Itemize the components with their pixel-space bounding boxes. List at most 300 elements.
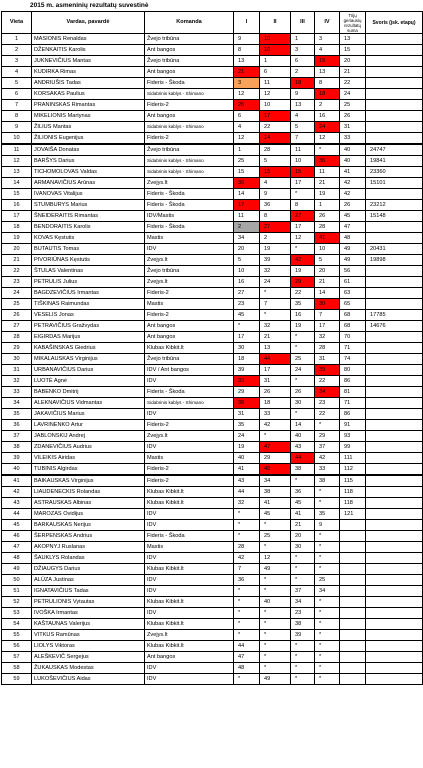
cell-stage-1: 1	[234, 144, 260, 156]
table-row	[2, 553, 423, 564]
cell-stage-4: 17	[315, 321, 340, 332]
cell-weight	[366, 652, 423, 663]
cell-team: IDV	[145, 674, 234, 685]
cell-name: PETRAVIČIUS Gražvydas	[32, 321, 145, 332]
cell-stage-2: 47	[260, 442, 291, 453]
cell-place: 46	[2, 531, 32, 542]
cell-weight	[366, 45, 423, 56]
cell-team: Fideris - Škoda	[145, 531, 234, 542]
cell-stage-1: 45	[234, 310, 260, 321]
cell-stage-3: 45	[291, 498, 315, 509]
cell-stage-4: 26	[315, 211, 340, 222]
cell-team: Sidabrinis kablys - Shimano	[145, 167, 234, 178]
cell-name: URBANAVIČIUS Darius	[32, 365, 145, 376]
table-row	[2, 100, 423, 111]
cell-team: IDV	[145, 376, 234, 387]
table-row	[2, 189, 423, 200]
cell-stage-4: *	[315, 144, 340, 156]
cell-stage-4: 37	[315, 442, 340, 453]
cell-place: 29	[2, 343, 32, 354]
table-row	[2, 244, 423, 255]
table-row	[2, 34, 423, 45]
cell-name: PETRULIS Julius	[32, 277, 145, 288]
cell-name: ASTRAUSKAS Albinas	[32, 498, 145, 509]
cell-name: LUOTĖ Agnė	[32, 376, 145, 387]
cell-place: 54	[2, 619, 32, 630]
cell-place: 23	[2, 277, 32, 288]
cell-stage-4: 20	[315, 266, 340, 277]
cell-best-three-sum: 70	[340, 332, 366, 343]
cell-stage-4: 15	[315, 56, 340, 67]
cell-place: 47	[2, 542, 32, 553]
cell-stage-1: 33	[234, 376, 260, 387]
cell-stage-1: 8	[234, 45, 260, 56]
cell-place: 16	[2, 200, 32, 211]
cell-weight	[366, 277, 423, 288]
cell-place: 10	[2, 133, 32, 145]
table-row	[2, 45, 423, 56]
cell-place: 19	[2, 233, 32, 244]
cell-name: ARMANAVIČIUS Arūnas	[32, 178, 145, 189]
cell-stage-2: 24	[260, 277, 291, 288]
cell-place: 44	[2, 509, 32, 520]
cell-best-three-sum: 63	[340, 288, 366, 299]
header-stage-2: II	[260, 12, 291, 34]
cell-weight: 15148	[366, 211, 423, 222]
cell-stage-2: 41	[260, 498, 291, 509]
cell-stage-3: *	[291, 553, 315, 564]
cell-stage-3: 7	[291, 133, 315, 145]
table-row	[2, 332, 423, 343]
cell-stage-3: 23	[291, 608, 315, 619]
cell-team: Fideris-2	[145, 100, 234, 111]
cell-stage-2: 8	[260, 211, 291, 222]
cell-weight	[366, 597, 423, 608]
cell-stage-1: 12	[234, 89, 260, 100]
cell-best-three-sum: 91	[340, 420, 366, 431]
cell-weight	[366, 376, 423, 387]
cell-team: IDV	[145, 442, 234, 453]
cell-stage-2: 22	[260, 122, 291, 133]
cell-stage-3: 2	[291, 67, 315, 78]
cell-team: Sidabrinis kablys - Shimano	[145, 398, 234, 409]
cell-stage-1: 41	[234, 464, 260, 476]
cell-stage-2: 11	[260, 78, 291, 89]
cell-stage-2: 19	[260, 244, 291, 255]
cell-weight: 24747	[366, 144, 423, 156]
cell-stage-4: 12	[315, 133, 340, 145]
cell-stage-2: 27	[260, 222, 291, 233]
cell-best-three-sum: 68	[340, 321, 366, 332]
cell-stage-3: 35	[291, 299, 315, 310]
cell-team: IDV	[145, 663, 234, 674]
cell-stage-3: 6	[291, 56, 315, 67]
cell-team: IDV	[145, 509, 234, 520]
cell-stage-3: 9	[291, 89, 315, 100]
table-row	[2, 299, 423, 310]
cell-stage-1: 31	[234, 409, 260, 420]
cell-stage-1: *	[234, 619, 260, 630]
cell-team: Fideris-2	[145, 420, 234, 431]
cell-best-three-sum: 45	[340, 211, 366, 222]
cell-stage-4: *	[315, 674, 340, 685]
cell-best-three-sum	[340, 520, 366, 531]
cell-weight	[366, 641, 423, 652]
cell-stage-2: 32	[260, 321, 291, 332]
cell-stage-1: *	[234, 509, 260, 520]
cell-weight	[366, 542, 423, 553]
cell-stage-2: 36	[260, 200, 291, 211]
cell-stage-4: 22	[315, 376, 340, 387]
cell-stage-3: 34	[291, 597, 315, 608]
cell-place: 52	[2, 597, 32, 608]
cell-stage-4: 19	[315, 189, 340, 200]
cell-name: MAROZAS Ovidijus	[32, 509, 145, 520]
cell-best-three-sum: 42	[340, 189, 366, 200]
cell-best-three-sum: 22	[340, 78, 366, 89]
cell-stage-3: 15	[291, 167, 315, 178]
cell-stage-4: 33	[315, 464, 340, 476]
cell-stage-1: 5	[234, 255, 260, 266]
cell-weight	[366, 531, 423, 542]
cell-stage-2: *	[260, 586, 291, 597]
table-row	[2, 531, 423, 542]
cell-stage-2: *	[260, 542, 291, 553]
cell-stage-4: 31	[315, 354, 340, 365]
cell-weight	[366, 387, 423, 398]
cell-weight	[366, 674, 423, 685]
cell-stage-4: 18	[315, 89, 340, 100]
cell-stage-1: 44	[234, 641, 260, 652]
cell-name: IVANOVAS Vitalijus	[32, 189, 145, 200]
cell-team: Žvejo tribūna	[145, 144, 234, 156]
cell-stage-4: *	[315, 597, 340, 608]
cell-stage-2: 28	[260, 144, 291, 156]
table-row	[2, 387, 423, 398]
cell-stage-2: 10	[260, 34, 291, 45]
cell-name: TIŠKINAS Raimundas	[32, 299, 145, 310]
cell-place: 41	[2, 475, 32, 487]
table-row	[2, 498, 423, 509]
cell-name: KUDIRKA Rimas	[32, 67, 145, 78]
cell-best-three-sum: 13	[340, 34, 366, 45]
cell-stage-1: 36	[234, 575, 260, 586]
cell-name: ALEKNAVIČIUS Vidmantas	[32, 398, 145, 409]
cell-weight	[366, 498, 423, 509]
cell-weight	[366, 431, 423, 442]
cell-best-three-sum	[340, 641, 366, 652]
cell-stage-4: 4	[315, 45, 340, 56]
cell-place: 43	[2, 498, 32, 509]
cell-stage-3: 27	[291, 211, 315, 222]
cell-stage-4: *	[315, 608, 340, 619]
cell-stage-2: 18	[260, 398, 291, 409]
cell-name: LIOLYS Viktoras	[32, 641, 145, 652]
cell-place: 5	[2, 78, 32, 89]
cell-stage-2: 44	[260, 354, 291, 365]
cell-weight	[366, 343, 423, 354]
cell-stage-4: *	[315, 531, 340, 542]
cell-name: DŽIAUGYS Darius	[32, 564, 145, 575]
cell-team: Klubas Kibkit.lt	[145, 343, 234, 354]
cell-stage-1: 7	[234, 564, 260, 575]
table-row	[2, 200, 423, 211]
cell-stage-4: 29	[315, 431, 340, 442]
cell-stage-4: *	[315, 498, 340, 509]
cell-weight	[366, 586, 423, 597]
cell-team: Klubas Kibkit.lt	[145, 498, 234, 509]
cell-stage-3: 25	[291, 354, 315, 365]
table-row	[2, 509, 423, 520]
cell-team: IDV	[145, 520, 234, 531]
header-stage-1: I	[234, 12, 260, 34]
cell-best-three-sum: 15	[340, 45, 366, 56]
table-row	[2, 288, 423, 299]
cell-place: 20	[2, 244, 32, 255]
table-row	[2, 487, 423, 498]
cell-name: VITKUS Ramūnas	[32, 630, 145, 641]
cell-stage-1: 4	[234, 122, 260, 133]
cell-stage-4: 14	[315, 288, 340, 299]
cell-place: 9	[2, 122, 32, 133]
cell-weight	[366, 575, 423, 586]
cell-stage-1: 3	[234, 78, 260, 89]
cell-weight: 20431	[366, 244, 423, 255]
cell-stage-3: 38	[291, 619, 315, 630]
cell-best-three-sum	[340, 608, 366, 619]
cell-stage-1: 11	[234, 211, 260, 222]
cell-best-three-sum: 74	[340, 354, 366, 365]
cell-team: Žvejo tribūna	[145, 266, 234, 277]
cell-best-three-sum	[340, 619, 366, 630]
cell-place: 48	[2, 553, 32, 564]
cell-place: 6	[2, 89, 32, 100]
cell-stage-1: *	[234, 321, 260, 332]
cell-weight: 23360	[366, 167, 423, 178]
cell-stage-1: *	[234, 674, 260, 685]
cell-best-three-sum	[340, 652, 366, 663]
cell-name: ANDRIUŠIS Tadas	[32, 78, 145, 89]
cell-stage-2: 7	[260, 299, 291, 310]
cell-best-three-sum: 31	[340, 122, 366, 133]
cell-weight	[366, 266, 423, 277]
cell-stage-3: *	[291, 244, 315, 255]
cell-stage-3: 12	[291, 233, 315, 244]
cell-place: 45	[2, 520, 32, 531]
cell-stage-2: 31	[260, 376, 291, 387]
cell-name: TUBINIS Algirdas	[32, 464, 145, 476]
cell-weight	[366, 409, 423, 420]
cell-best-three-sum: 111	[340, 453, 366, 464]
cell-stage-3: 41	[291, 509, 315, 520]
cell-stage-4: 32	[315, 332, 340, 343]
cell-best-three-sum: 47	[340, 222, 366, 233]
header-row	[2, 12, 423, 34]
cell-best-three-sum: 26	[340, 200, 366, 211]
table-row	[2, 453, 423, 464]
cell-team: Ant bangos	[145, 652, 234, 663]
cell-name: ŽILIONIS Eugenijus	[32, 133, 145, 145]
cell-best-three-sum	[340, 630, 366, 641]
cell-place: 14	[2, 178, 32, 189]
cell-place: 39	[2, 453, 32, 464]
cell-name: LIAUDENECKIS Rolandas	[32, 487, 145, 498]
cell-stage-2: *	[260, 663, 291, 674]
table-row	[2, 343, 423, 354]
cell-stage-4: 34	[315, 586, 340, 597]
cell-stage-2: *	[260, 310, 291, 321]
cell-stage-2: 49	[260, 674, 291, 685]
cell-name: ŽILIUS Mantas	[32, 122, 145, 133]
cell-weight	[366, 100, 423, 111]
cell-team: Fideris-2	[145, 310, 234, 321]
table-row	[2, 398, 423, 409]
cell-name: MIKALAUSKAS Virginijus	[32, 354, 145, 365]
cell-best-three-sum: 121	[340, 509, 366, 520]
header-vieta: Vieta	[2, 12, 32, 34]
cell-stage-3: *	[291, 409, 315, 420]
cell-stage-4: 35	[315, 509, 340, 520]
cell-name: IGNATAVIČIUS Tadas	[32, 586, 145, 597]
cell-best-three-sum: 33	[340, 133, 366, 145]
table-row	[2, 321, 423, 332]
cell-stage-4: 41	[315, 233, 340, 244]
cell-stage-4: 30	[315, 299, 340, 310]
cell-stage-2: 12	[260, 553, 291, 564]
cell-stage-1: *	[234, 586, 260, 597]
table-row	[2, 211, 423, 222]
cell-best-three-sum: 80	[340, 365, 366, 376]
cell-place: 35	[2, 409, 32, 420]
cell-stage-4: *	[315, 542, 340, 553]
table-row	[2, 608, 423, 619]
cell-name: TICHOMOLOVAS Valdas	[32, 167, 145, 178]
cell-place: 55	[2, 630, 32, 641]
cell-stage-1: 26	[234, 100, 260, 111]
cell-stage-3: 29	[291, 277, 315, 288]
cell-stage-4: 21	[315, 178, 340, 189]
cell-best-three-sum: 40	[340, 144, 366, 156]
cell-place: 30	[2, 354, 32, 365]
table-row	[2, 111, 423, 122]
cell-best-three-sum	[340, 531, 366, 542]
cell-name: ŠERPENSKAS Andrius	[32, 531, 145, 542]
results-body	[2, 34, 423, 685]
cell-stage-2: 13	[260, 343, 291, 354]
cell-team: Klubas Kibkit.lt	[145, 487, 234, 498]
cell-weight	[366, 663, 423, 674]
cell-best-three-sum	[340, 597, 366, 608]
cell-place: 17	[2, 211, 32, 222]
cell-stage-3: 8	[291, 200, 315, 211]
cell-name: JAKAVIČIUS Marius	[32, 409, 145, 420]
cell-weight	[366, 34, 423, 45]
cell-team: Sidabrinis kablys - Shimano	[145, 122, 234, 133]
cell-stage-4: 3	[315, 34, 340, 45]
cell-stage-1: 21	[234, 67, 260, 78]
cell-place: 18	[2, 222, 32, 233]
table-row	[2, 167, 423, 178]
cell-best-three-sum: 40	[340, 156, 366, 167]
cell-name: LAVRINENKO Artur	[32, 420, 145, 431]
cell-place: 58	[2, 663, 32, 674]
table-row	[2, 442, 423, 453]
cell-weight: 19898	[366, 255, 423, 266]
cell-stage-3: *	[291, 575, 315, 586]
cell-best-three-sum: 68	[340, 310, 366, 321]
cell-best-three-sum: 81	[340, 387, 366, 398]
table-row	[2, 233, 423, 244]
cell-name: KOVAS Kęstutis	[32, 233, 145, 244]
cell-stage-2: 21	[260, 332, 291, 343]
cell-team: IDV	[145, 409, 234, 420]
cell-weight	[366, 89, 423, 100]
cell-stage-4: *	[315, 420, 340, 431]
table-row	[2, 674, 423, 685]
cell-stage-4: *	[315, 564, 340, 575]
cell-team: Sidabrinis kablys - Shimano	[145, 156, 234, 167]
cell-place: 32	[2, 376, 32, 387]
cell-stage-4: *	[315, 630, 340, 641]
cell-stage-3: 22	[291, 288, 315, 299]
table-row	[2, 255, 423, 266]
cell-best-three-sum: 48	[340, 233, 366, 244]
cell-name: ŠAUKLYS Rolandas	[32, 553, 145, 564]
cell-team: IDV / Ant bangos	[145, 365, 234, 376]
cell-place: 22	[2, 266, 32, 277]
cell-place: 27	[2, 321, 32, 332]
cell-stage-4: 39	[315, 365, 340, 376]
cell-name: STUMBURYS Marius	[32, 200, 145, 211]
cell-weight	[366, 475, 423, 487]
cell-stage-3: 38	[291, 464, 315, 476]
cell-stage-2: 42	[260, 420, 291, 431]
cell-stage-3: 40	[291, 431, 315, 442]
cell-stage-3: *	[291, 189, 315, 200]
cell-team: Žvejo tribūna	[145, 354, 234, 365]
table-row	[2, 641, 423, 652]
cell-team: Zvejys.lt	[145, 178, 234, 189]
cell-stage-3: 1	[291, 34, 315, 45]
cell-place: 21	[2, 255, 32, 266]
cell-weight	[366, 398, 423, 409]
table-row	[2, 586, 423, 597]
cell-stage-3: 43	[291, 442, 315, 453]
cell-place: 3	[2, 56, 32, 67]
header-stage-4: IV	[315, 12, 340, 34]
cell-stage-1: 6	[234, 111, 260, 122]
cell-stage-2: 33	[260, 409, 291, 420]
cell-name: DŽENKAITIS Karolis	[32, 45, 145, 56]
cell-stage-2: 48	[260, 464, 291, 476]
cell-team: Ant bangos	[145, 67, 234, 78]
cell-stage-4: 2	[315, 100, 340, 111]
cell-stage-4: 9	[315, 520, 340, 531]
cell-stage-4: 23	[315, 398, 340, 409]
cell-best-three-sum	[340, 674, 366, 685]
cell-stage-1: 48	[234, 663, 260, 674]
cell-team: Žvejo tribūna	[145, 56, 234, 67]
cell-stage-4: 21	[315, 277, 340, 288]
cell-best-three-sum	[340, 553, 366, 564]
cell-stage-3: *	[291, 564, 315, 575]
cell-weight	[366, 78, 423, 89]
cell-team: Zvejys.lt	[145, 431, 234, 442]
cell-stage-3: *	[291, 652, 315, 663]
cell-place: 34	[2, 398, 32, 409]
cell-stage-1: 29	[234, 387, 260, 398]
cell-name: ALEŠKEVIČ Sergejus	[32, 652, 145, 663]
